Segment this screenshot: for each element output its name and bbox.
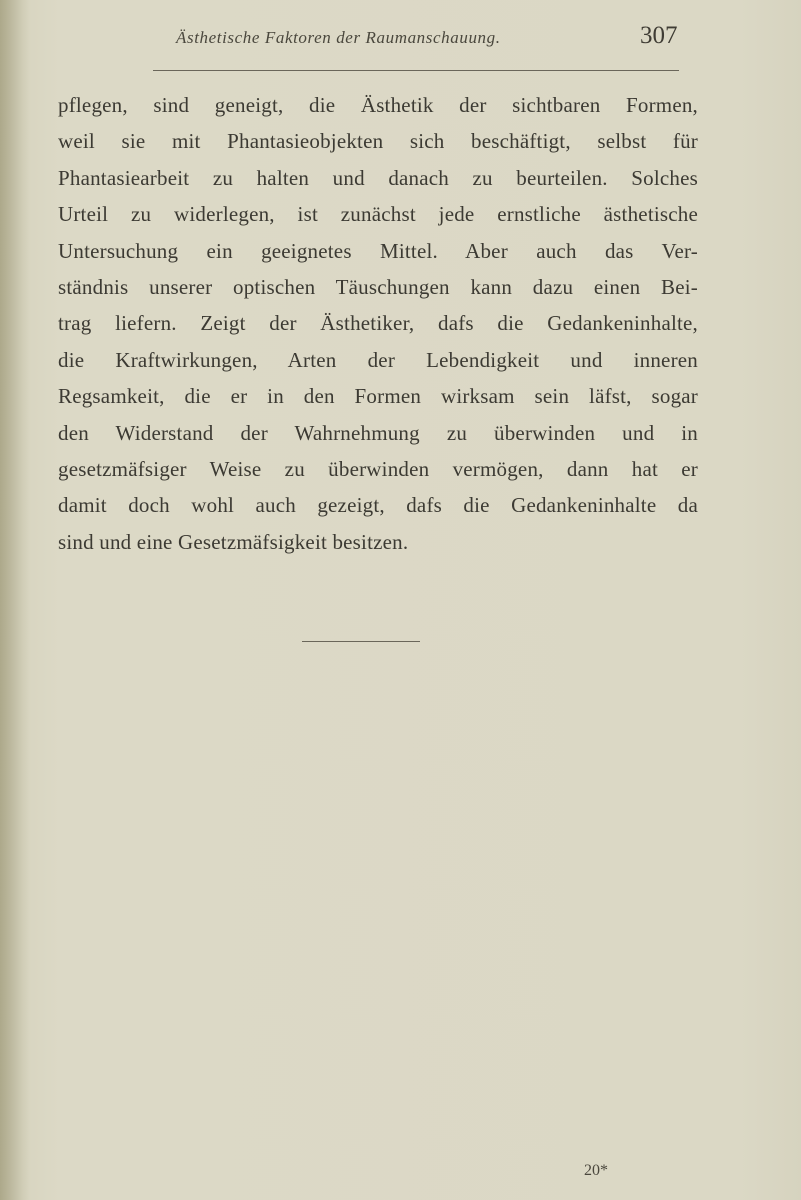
text-line: gesetzmäfsiger Weise zu überwinden vermögen, dann hat er xyxy=(58,456,698,481)
text-line: ständnis unserer optischen Täuschungen kann dazu einen Bei- xyxy=(58,274,698,299)
signature-mark: 20* xyxy=(584,1162,608,1179)
text-line: damit doch wohl auch gezeigt, dafs die Gedankeninhalte da xyxy=(58,493,698,518)
text-line: weil sie mit Phantasieobjekten sich beschäftigt, selbst für xyxy=(58,129,698,154)
text-line: Regsamkeit, die er in den Formen wirksam sein läfst, sogar xyxy=(58,384,698,409)
text-line: Untersuchung ein geeignetes Mittel. Aber auch das Ver- xyxy=(58,238,698,263)
text-line-last: sind und eine Gesetzmäfsigkeit besitzen. xyxy=(58,529,409,554)
section-end-rule xyxy=(302,641,420,642)
header-rule xyxy=(153,70,679,71)
text-line: den Widerstand der Wahrnehmung zu überwinden und in xyxy=(58,420,698,445)
binding-shadow xyxy=(0,0,30,1200)
text-line: trag liefern. Zeigt der Ästhetiker, dafs die Gedankeninhalte, xyxy=(58,311,698,336)
text-line: pflegen, sind geneigt, die Ästhetik der sichtbaren Formen, xyxy=(58,93,698,117)
page-number: 307 xyxy=(640,22,678,49)
text-line: Urteil zu widerlegen, ist zunächst jede ernstliche ästhetische xyxy=(58,202,698,227)
text-line: Phantasiearbeit zu halten und danach zu beurteilen. Solches xyxy=(58,165,698,190)
running-head-title: Ästhetische Faktoren der Raumanschauung. xyxy=(176,28,501,47)
body-paragraph xyxy=(58,87,698,560)
text-line: die Kraftwirkungen, Arten der Lebendigkeit und inneren xyxy=(58,347,698,372)
